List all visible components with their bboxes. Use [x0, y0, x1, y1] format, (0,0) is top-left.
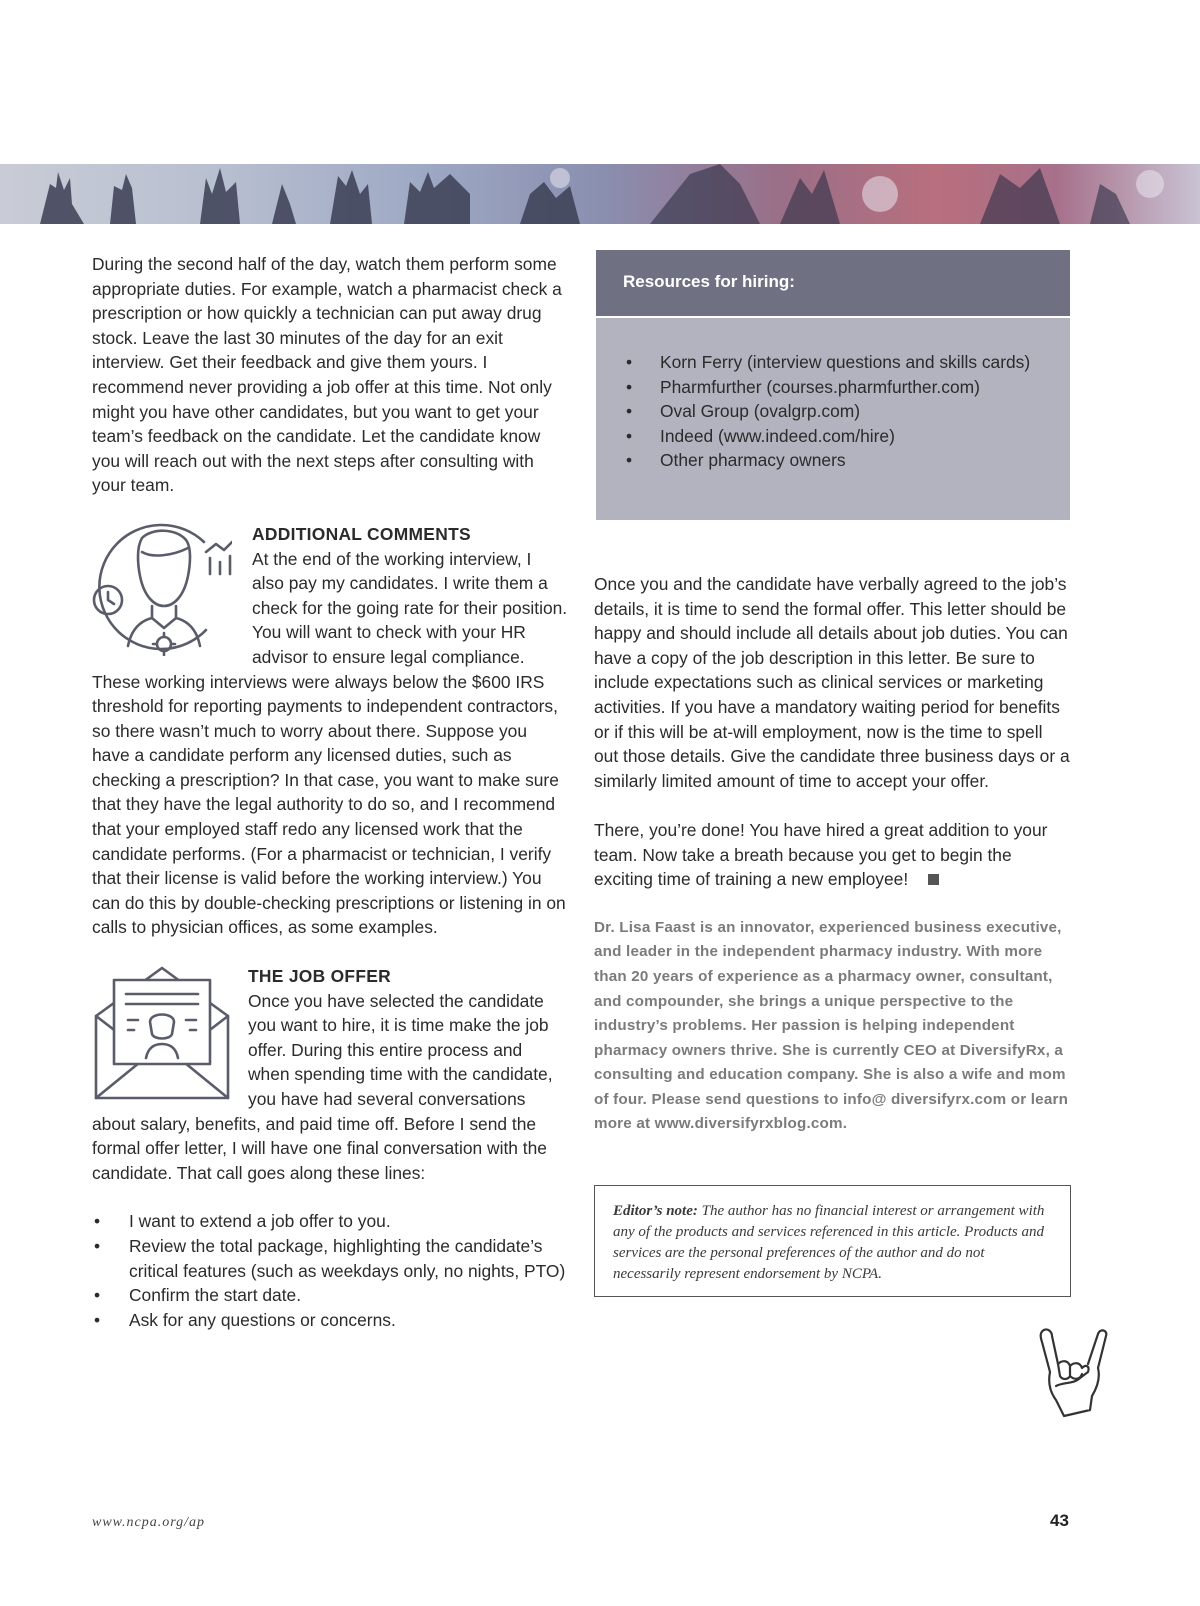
left-column [92, 252, 568, 1332]
resources-list [624, 350, 1050, 473]
editors-note-text: The author has no financial interest or arrangement with any of the products and services referenced in this article. Products and services are the personal preferences of the author and do not necessarily represent endorsement by NCPA. [613, 1203, 1045, 1282]
page-number: 43 [1050, 1511, 1069, 1530]
crowd-silhouette-image [0, 164, 1200, 224]
header-banner-crowd [0, 164, 1200, 224]
editors-note-box [594, 1185, 1071, 1297]
closing-paragraph-text: There, you’re done! You have hired a great addition to your team. Now take a breath because you get to begin the exciting time of training a new employee! [594, 819, 1048, 890]
additional-comments-heading: ADDITIONAL COMMENTS [252, 523, 471, 544]
additional-comments-text: At the end of the working interview, I also pay my candidates. I write them a check for the going rate for their position. You will want to check with your HR advisor to ensure legal compliance. These working interviews were always below the $600 IRS threshold for reporting payments to independent contractors, so there wasn’t much to worry about there. Suppose you have a candidate perform any licensed duties, such as checking a prescription? In that case, you want to make sure that they have the legal authority to do so, and I recommend that your employed staff redo any licensed work that the candidate performs. (For a pharmacist or technician, I verify that their license is valid before the working interview.) You can do this by double-checking prescriptions or listening in on calls to physician offices, as some examples. [92, 548, 568, 938]
intro-paragraph: During the second half of the day, watch them perform some appropriate duties. For example, watch a pharmacist check a prescription or how quickly a technician can put away drug stock. Leave the last 30 minutes of the day for an exit interview. Get their feedback and give them yours. I recommend never providing a job offer at this time. Not only might you have other candidates, but you want to get your team’s feedback on the candidate. Let the candidate know you will reach out with the next steps after consulting with your team. [92, 254, 562, 496]
resources-heading: Resources for hiring: [596, 250, 1070, 316]
resource-item-indeed: • Indeed (www.indeed.com/hire) [624, 424, 1050, 449]
list-item: • Ask for any questions or concerns. [92, 1308, 568, 1333]
editors-note-label: Editor’s note: [613, 1203, 698, 1219]
offer-letter-paragraph: Once you and the candidate have verbally agreed to the job’s details, it is time to send the formal offer. This letter should be happy and should include all details about job duties. You can have a copy of the job description in this letter. Be sure to include expectations such as clinical services or marketing activities. If you have a mandatory waiting period for benefits or if this will be at-will employment, now is the time to spell out those details. Give the candidate three business days or a similarly limited amount of time to accept your offer. [594, 574, 1070, 791]
resource-item-oval-group: • Oval Group (ovalgrp.com) [624, 399, 1050, 424]
author-bio: Dr. Lisa Faast is an innovator, experienced business executive, and leader in the independent pharmacy industry. With more than 20 years of experience as a pharmacy owner, consultant, and compounder, she brings a unique perspective to the industry’s problems. Her passion is helping independent pharmacy owners thrive. She is currently CEO at DiversifyRx, a consulting and education company. She is also a wife and mom of four. Please send questions to info@ diversifyrx.com or learn more at www.diversifyrxblog.com. [594, 918, 1069, 1133]
job-offer-section [92, 964, 568, 1185]
closing-paragraph [594, 818, 1070, 892]
right-column [594, 572, 1070, 1137]
resources-sidebar-box [596, 250, 1070, 520]
job-offer-bullet-list [92, 1209, 568, 1332]
resource-item-pharmfurther: • Pharmfurther (courses.pharmfurther.com) [624, 375, 1050, 400]
employee-icon [92, 522, 242, 666]
job-offer-heading: THE JOB OFFER [248, 966, 392, 987]
resources-list-panel [596, 318, 1070, 520]
additional-comments-section [92, 522, 568, 940]
list-item: • I want to extend a job offer to you. [92, 1209, 568, 1234]
job-offer-text: Once you have selected the candidate you want to hire, it is time make the job offer. During this entire process and when spending time with the candidate, you have had several conversations about salary, benefits, and paid time off. Before I send the formal offer letter, I will have one final conversation with the candidate. That call goes along these lines: [92, 990, 553, 1183]
end-of-article-mark [928, 874, 939, 885]
resource-item-other-owners: • Other pharmacy owners [624, 448, 1050, 473]
footer-url: www.ncpa.org/ap [92, 1515, 206, 1530]
list-item: • Confirm the start date. [92, 1283, 568, 1308]
list-item: • Review the total package, highlighting the candidate’s critical features (such as weekdays only, no nights, PTO) [92, 1234, 568, 1283]
offer-letter-icon [92, 964, 238, 1108]
resource-item-korn-ferry: • Korn Ferry (interview questions and skills cards) [624, 350, 1050, 375]
editors-note [613, 1201, 1052, 1285]
rock-hand-icon [1036, 1326, 1108, 1418]
